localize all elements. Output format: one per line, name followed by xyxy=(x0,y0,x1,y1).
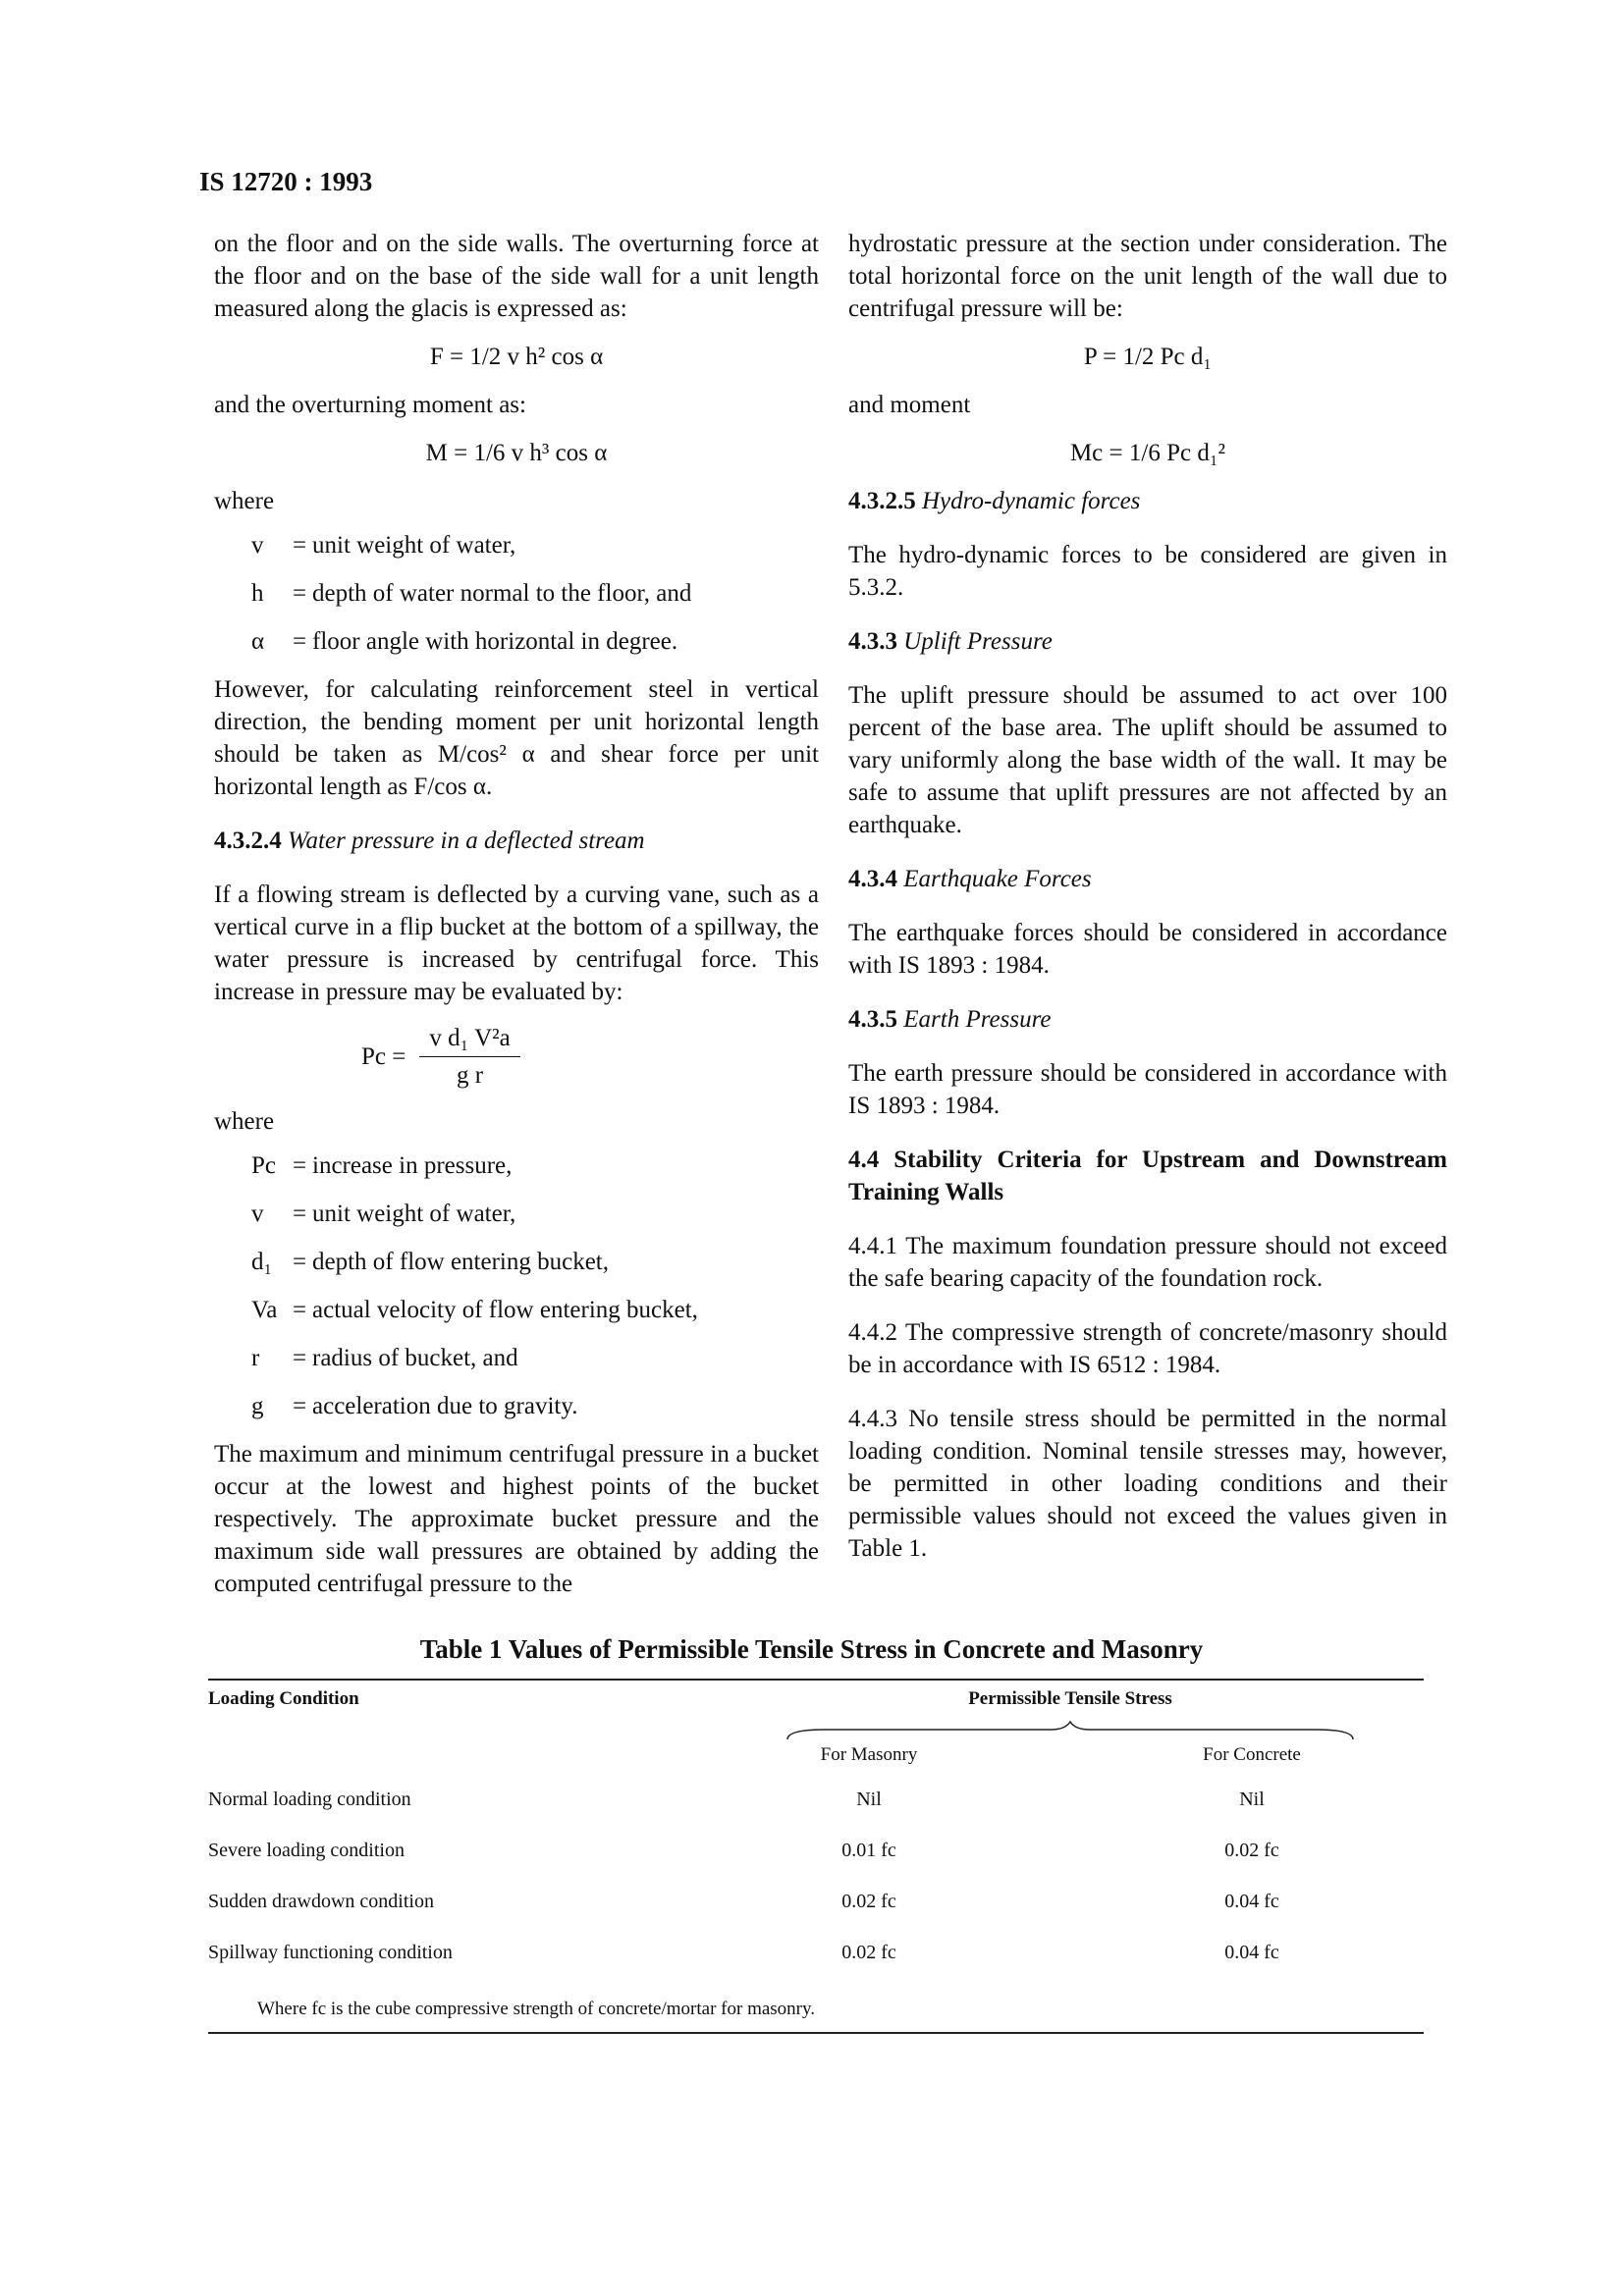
definition-item: d₁ = depth of flow entering bucket, xyxy=(251,1246,819,1278)
definition-list xyxy=(251,1149,819,1422)
symbol: v xyxy=(251,1201,264,1227)
section-heading-4-3-2-5: 4.3.2.5 Hydro-dynamic forces xyxy=(848,488,1141,514)
column-group-brace xyxy=(785,1720,1355,1741)
cell-masonry: 0.01 fc xyxy=(841,1840,896,1861)
symbol: v xyxy=(251,532,264,559)
equation-overturning-force: F = 1/2 v h² cos α xyxy=(429,344,604,370)
paragraph: 4.4.2 The compressive strength of concrete/masonry should be in accordance with IS 6512 : 1984. xyxy=(848,1319,1447,1378)
definition: unit weight of water, xyxy=(312,532,516,559)
paragraph: hydrostatic pressure at the section under consideration. The total horizontal force on the unit length of the wall due to centrifugal pressure will be: xyxy=(848,231,1447,322)
document-header: IS 12720 : 1993 xyxy=(199,167,373,196)
cell-concrete: 0.04 fc xyxy=(1224,1942,1279,1963)
paragraph: However, for calculating reinforcement steel in vertical direction, the bending moment per unit horizontal length should be taken as M/cos² α and shear force per unit horizontal length as F/cos α. xyxy=(214,676,819,800)
symbol: α xyxy=(251,628,265,655)
definition: increase in pressure, xyxy=(312,1152,513,1179)
definition: acceleration due to gravity. xyxy=(312,1393,578,1419)
definition: depth of water normal to the floor, and xyxy=(312,580,692,607)
symbol: g xyxy=(251,1393,264,1419)
equation-horizontal-force: P = 1/2 Pc d₁ xyxy=(1083,344,1213,370)
equation-pc xyxy=(361,1022,819,1092)
left-column xyxy=(214,228,819,1600)
cell-condition: Normal loading condition xyxy=(208,1789,411,1810)
column-header-concrete: For Concrete xyxy=(1203,1744,1301,1765)
numerator: v d₁ V²a xyxy=(419,1022,519,1057)
cell-masonry: Nil xyxy=(856,1789,882,1810)
definition-item: g = acceleration due to gravity. xyxy=(251,1390,819,1422)
cell-concrete: 0.04 fc xyxy=(1224,1891,1279,1912)
table-top-rule xyxy=(208,1679,1424,1681)
definition: unit weight of water, xyxy=(312,1201,516,1227)
definition-item: Va = actual velocity of flow entering bucket, xyxy=(251,1294,819,1326)
section-heading-4-3-3: 4.3.3 Uplift Pressure xyxy=(848,628,1053,655)
paragraph: on the floor and on the side walls. The overturning force at the floor and on the base of the side wall for a unit length measured along the glacis is expressed as: xyxy=(214,231,819,322)
symbol: d₁ xyxy=(251,1249,273,1275)
definition-item: Pc = increase in pressure, xyxy=(251,1149,819,1182)
cell-masonry: 0.02 fc xyxy=(841,1891,896,1912)
paragraph: The hydro-dynamic forces to be considered are given in 5.3.2. xyxy=(848,542,1447,601)
section-heading-4-3-2-4: 4.3.2.4 Water pressure in a deflected stream xyxy=(214,828,645,854)
definition-item: v = unit weight of water, xyxy=(251,529,819,561)
column-header-group: Permissible Tensile Stress xyxy=(968,1688,1172,1709)
fraction xyxy=(419,1022,519,1092)
paragraph: The earthquake forces should be considered in accordance with IS 1893 : 1984. xyxy=(848,920,1447,979)
cell-condition: Spillway functioning condition xyxy=(208,1942,453,1963)
cell-condition: Sudden drawdown condition xyxy=(208,1891,434,1912)
right-column xyxy=(848,228,1447,1565)
paragraph: and the overturning moment as: xyxy=(214,392,526,418)
definition-item: v = unit weight of water, xyxy=(251,1198,819,1230)
equation-overturning-moment: M = 1/6 v h³ cos α xyxy=(425,440,608,466)
column-header-loading: Loading Condition xyxy=(208,1688,359,1709)
cell-masonry: 0.02 fc xyxy=(841,1942,896,1963)
symbol: r xyxy=(251,1345,260,1371)
cell-condition: Severe loading condition xyxy=(208,1840,405,1861)
definition: depth of flow entering bucket, xyxy=(312,1249,609,1275)
equation-lhs: Pc = xyxy=(361,1043,406,1070)
column-header-masonry: For Masonry xyxy=(820,1744,918,1765)
where-label: where xyxy=(214,1108,275,1135)
symbol: Pc xyxy=(251,1152,276,1179)
paragraph: 4.4.3 No tensile stress should be permitted in the normal loading condition. Nominal tensile stresses may, however, be permitted in other loading conditions and their permissible values should not exceed the values given in Table 1. xyxy=(848,1406,1447,1562)
definition-list xyxy=(251,529,819,658)
definition: radius of bucket, and xyxy=(312,1345,518,1371)
symbol: h xyxy=(251,580,264,607)
section-heading-4-3-5: 4.3.5 Earth Pressure xyxy=(848,1006,1052,1033)
section-heading-4-4: 4.4 Stability Criteria for Upstream and Downstream Training Walls xyxy=(848,1147,1447,1205)
table-title: Table 1 Values of Permissible Tensile Stress in Concrete and Masonry xyxy=(419,1634,1204,1664)
paragraph: and moment xyxy=(848,392,971,418)
equation-moment: Mc = 1/6 Pc d₁² xyxy=(1069,440,1226,466)
paragraph: If a flowing stream is deflected by a curving vane, such as a vertical curve in a flip bucket at the bottom of a spillway, the water pressure is increased by centrifugal force. This increase in pressure may be evaluated by: xyxy=(214,881,819,1005)
table-note: Where fc is the cube compressive strength of concrete/mortar for masonry. xyxy=(257,1999,816,2019)
definition-item: r = radius of bucket, and xyxy=(251,1342,819,1374)
symbol: Va xyxy=(251,1297,278,1323)
cell-concrete: 0.02 fc xyxy=(1224,1840,1279,1861)
definition: floor angle with horizontal in degree. xyxy=(312,628,678,655)
section-heading-4-3-4: 4.3.4 Earthquake Forces xyxy=(848,866,1092,892)
paragraph: 4.4.1 The maximum foundation pressure should not exceed the safe bearing capacity of the foundation rock. xyxy=(848,1233,1447,1292)
denominator: g r xyxy=(457,1062,484,1089)
paragraph: The maximum and minimum centrifugal pressure in a bucket occur at the lowest and highest points of the bucket respectively. The approximate bucket pressure and the maximum side wall pressures are obtained by adding the computed centrifugal pressure to the xyxy=(214,1441,819,1597)
paragraph: The uplift pressure should be assumed to act over 100 percent of the base area. The uplift should be assumed to vary uniformly along the base width of the wall. It may be safe to assume that uplift pressures are not affected by an earthquake. xyxy=(848,682,1447,838)
definition-item: α = floor angle with horizontal in degree. xyxy=(251,625,819,658)
definition: actual velocity of flow entering bucket, xyxy=(312,1297,698,1323)
cell-concrete: Nil xyxy=(1239,1789,1265,1810)
table-bottom-rule xyxy=(208,2032,1424,2034)
definition-item: h = depth of water normal to the floor, and xyxy=(251,577,819,610)
where-label: where xyxy=(214,488,275,514)
paragraph: The earth pressure should be considered in accordance with IS 1893 : 1984. xyxy=(848,1060,1447,1119)
